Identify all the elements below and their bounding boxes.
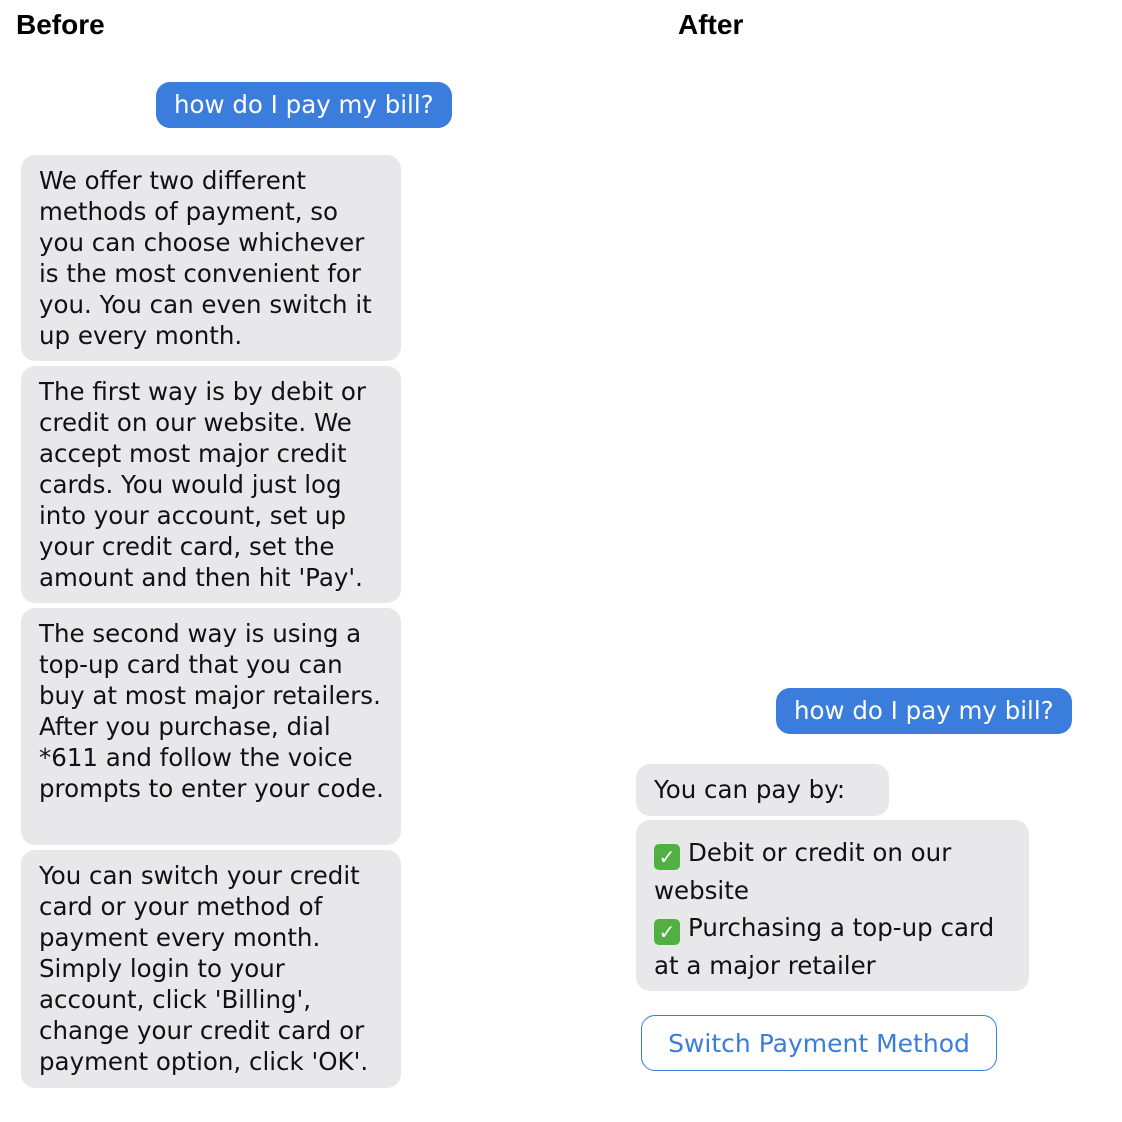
before-heading: Before xyxy=(16,9,105,40)
switch-payment-method-button[interactable]: Switch Payment Method xyxy=(641,1015,997,1071)
before-bot-message-4 xyxy=(21,850,401,1088)
after-bot-intro xyxy=(636,764,889,816)
before-bot-message-4-text: You can switch your credit card or your method of payment every month. Simply login to your account, click 'Billing', change your credit card or payment option, click 'OK'. xyxy=(39,861,369,1076)
option-item-debit-credit xyxy=(654,834,1013,909)
after-user-message xyxy=(776,688,1072,734)
before-bot-message-1 xyxy=(21,155,401,361)
before-bot-message-3 xyxy=(21,608,401,845)
check-mark-icon: ✓ xyxy=(654,844,680,870)
option-item-text: Debit or credit on our website xyxy=(654,838,952,905)
option-item-text: Purchasing a top-up card at a major retailer xyxy=(654,913,995,980)
after-bot-options xyxy=(636,820,1029,991)
before-user-message xyxy=(156,82,452,128)
check-mark-icon: ✓ xyxy=(654,919,680,945)
option-item-top-up xyxy=(654,909,1013,984)
before-user-message-text: how do I pay my bill? xyxy=(174,90,434,119)
after-bot-intro-text: You can pay by: xyxy=(654,775,846,804)
after-heading: After xyxy=(678,9,744,40)
before-bot-message-1-text: We offer two different methods of payment, so you can choose whichever is the most convenient for you. You can even switch it up every month. xyxy=(39,166,372,350)
before-bot-message-2-text: The first way is by debit or credit on our website. We accept most major credit cards. You would just log into your account, set up your credit card, set the amount and then hit 'Pay'. xyxy=(39,377,366,592)
before-bot-message-3-text: The second way is using a top-up card that you can buy at most major retailers. After you purchase, dial *611 and follow the voice prompts to enter your code. xyxy=(39,619,384,803)
after-user-message-text: how do I pay my bill? xyxy=(794,696,1054,725)
before-bot-message-2 xyxy=(21,366,401,603)
